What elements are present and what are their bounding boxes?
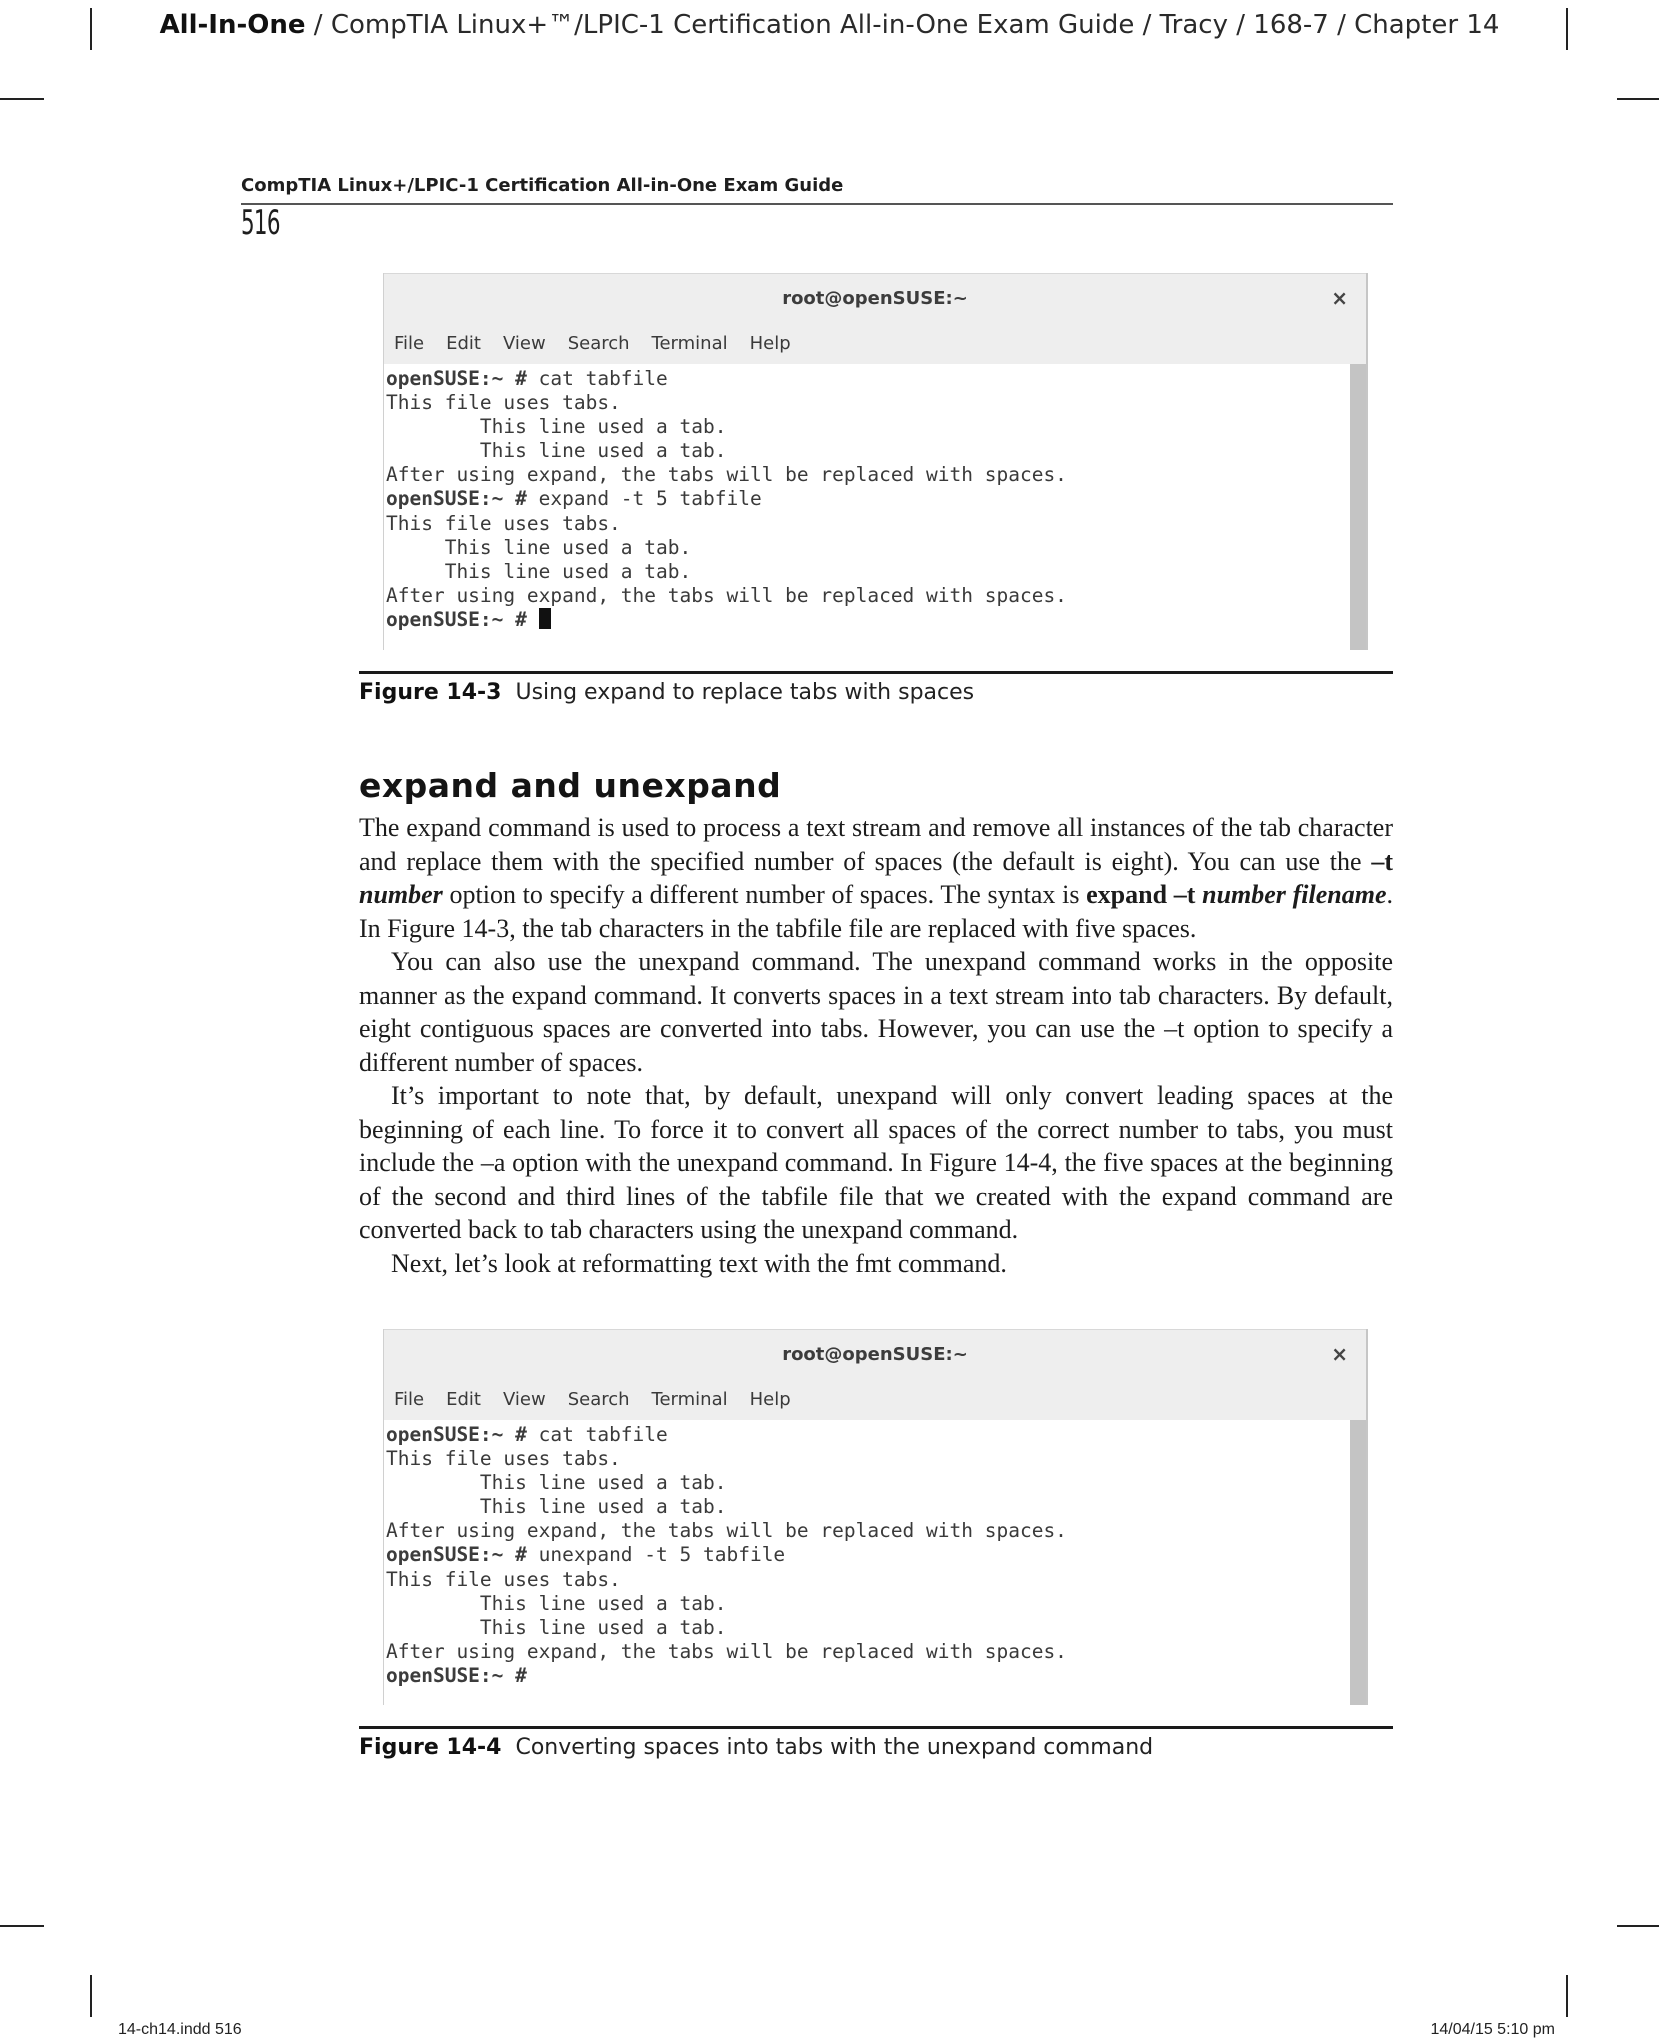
terminal-titlebar [384,273,1366,364]
running-head-detail: / CompTIA Linux+™/LPIC-1 Certification All-in-One Exam Guide / Tracy / 168-7 / Chapter 14 [305,10,1500,40]
terminal-window-figure-14-4 [383,1329,1368,1705]
terminal-line [386,1543,1366,1567]
shell-prompt: openSUSE:~ # [386,487,527,511]
terminal-text: After using expand, the tabs will be replaced with spaces. [386,463,1067,487]
terminal-line [386,1495,1366,1519]
running-head [0,10,1659,40]
menu-view[interactable]: View [502,1389,546,1410]
terminal-text: unexpand -t 5 tabfile [526,1543,786,1567]
crop-mark [1617,1925,1659,1927]
slug-datetime: 14/04/15 5:10 pm [1430,2021,1555,2038]
terminal-text: After using expand, the tabs will be replaced with spaces. [386,1519,1067,1543]
running-head-series: All-In-One [159,10,306,40]
menu-edit[interactable]: Edit [446,1389,481,1410]
terminal-titlebar [384,1329,1366,1420]
terminal-cursor [539,608,551,629]
figure-label: Figure 14-3 [359,680,502,705]
terminal-line [386,415,1366,439]
crop-mark [90,1975,92,2017]
crop-mark [1566,1975,1568,2017]
terminal-line [386,1519,1366,1543]
terminal-text: This line used a tab. [386,1495,727,1519]
terminal-line [386,560,1366,584]
menu-help[interactable]: Help [749,1389,791,1410]
close-icon[interactable]: × [1331,1342,1348,1366]
menu-terminal[interactable]: Terminal [651,1389,728,1410]
syntax-filename: filename [1292,880,1387,909]
menu-search[interactable]: Search [567,1389,630,1410]
crop-mark [0,98,44,100]
option-arg: number [359,880,443,909]
terminal-line [386,463,1366,487]
figure-caption [359,1735,1153,1760]
shell-prompt: openSUSE:~ # [386,367,527,390]
terminal-text: This line used a tab. [386,1591,727,1615]
terminal-output [384,364,1366,650]
terminal-line [386,512,1366,536]
terminal-line [386,367,1366,391]
close-icon[interactable]: × [1331,286,1348,310]
terminal-line [386,584,1366,608]
menu-edit[interactable]: Edit [446,333,481,354]
terminal-menubar [394,1389,813,1410]
book-title: CompTIA Linux+/LPIC-1 Certification All-in-One Exam Guide [241,175,844,196]
terminal-title: root@openSUSE:~ [782,288,968,309]
slug-file: 14-ch14.indd 516 [118,2021,242,2038]
shell-prompt: openSUSE:~ # [386,1543,527,1567]
terminal-title: root@openSUSE:~ [782,1344,968,1365]
terminal-line [386,391,1366,415]
page-number: 516 [241,203,280,243]
body-text [359,811,1393,1280]
terminal-text: This file uses tabs. [386,1447,621,1471]
crop-mark [1617,98,1659,100]
terminal-text: expand -t 5 tabfile [526,487,762,511]
terminal-line [386,1616,1366,1640]
menu-file[interactable]: File [394,333,425,354]
text-run: The expand command is used to process a text stream and remove all instances of the tab character and replace them with the specified number of spaces (the default is eight). You can use the [359,813,1393,876]
menu-help[interactable]: Help [749,333,791,354]
scrollbar[interactable] [1350,364,1366,650]
terminal-line [386,1447,1366,1471]
terminal-line [386,1568,1366,1592]
syntax-arg: number [1202,880,1286,909]
shell-prompt: openSUSE:~ # [386,1423,527,1446]
figure-caption [359,680,974,705]
figure-caption-text: Using expand to replace tabs with spaces [515,680,975,705]
terminal-menubar [394,333,813,354]
header-rule [241,203,1393,205]
paragraph [359,811,1393,945]
terminal-line [386,487,1366,511]
terminal-text: This line used a tab. [386,415,727,439]
terminal-line [386,1592,1366,1616]
terminal-line [386,1640,1366,1664]
option-flag: –t [1371,846,1393,876]
menu-search[interactable]: Search [567,333,630,354]
terminal-window-figure-14-3 [383,273,1368,650]
terminal-text: This line used a tab. [386,1471,727,1495]
terminal-text: This line used a tab. [386,559,692,583]
paragraph: Next, let’s look at reformatting text with the fmt command. [391,1248,1007,1278]
terminal-text: This file uses tabs. [386,1567,621,1591]
terminal-text: cat tabfile [526,367,668,390]
terminal-line [386,1471,1366,1495]
shell-prompt: openSUSE:~ # [386,1663,527,1687]
terminal-output [384,1420,1366,1705]
terminal-line [386,1664,1366,1688]
figure-rule [359,671,1393,674]
section-heading: expand and unexpand [359,766,782,805]
terminal-text: This file uses tabs. [386,511,621,535]
terminal-text: This line used a tab. [386,439,727,463]
shell-prompt: openSUSE:~ # [386,607,527,631]
paragraph: You can also use the unexpand command. The unexpand command works in the opposite manner as the expand command. It converts spaces in a text stream into tab characters. By default, eight contiguous spaces are converted into tabs. However, you can use the –t option to specify a different number of spaces. [359,947,1393,1077]
terminal-text: This file uses tabs. [386,391,621,415]
menu-file[interactable]: File [394,1389,425,1410]
terminal-line [386,1423,1366,1447]
terminal-text: After using expand, the tabs will be replaced with spaces. [386,583,1067,607]
crop-mark [0,1925,44,1927]
terminal-line [386,439,1366,463]
text-run: . In Figure 14-3, the tab characters in the tabfile file are replaced with five spaces. [359,880,1394,943]
terminal-text: This line used a tab. [386,535,692,559]
paragraph: It’s important to note that, by default, unexpand will only convert leading spaces at the beginning of each line. To force it to convert all spaces of the correct number to tabs, you must include the –a option with the unexpand command. In Figure 14-4, the five spaces at the beginning of the second and third lines of the tabfile file that we created with the expand command are converted back to tab characters using the unexpand command. [359,1081,1393,1244]
figure-label: Figure 14-4 [359,1735,502,1760]
terminal-line [386,608,1366,632]
terminal-text: After using expand, the tabs will be replaced with spaces. [386,1639,1067,1663]
menu-view[interactable]: View [502,333,546,354]
terminal-text: This line used a tab. [386,1615,727,1639]
terminal-text [527,608,539,631]
terminal-line [386,536,1366,560]
syntax-command: expand –t [1086,880,1196,909]
figure-caption-text: Converting spaces into tabs with the unexpand command [515,1735,1154,1760]
terminal-text: cat tabfile [526,1423,668,1446]
scrollbar[interactable] [1350,1420,1366,1705]
menu-terminal[interactable]: Terminal [651,333,728,354]
figure-rule [359,1726,1393,1729]
text-run: option to specify a different number of spaces. The syntax is [442,880,1087,909]
